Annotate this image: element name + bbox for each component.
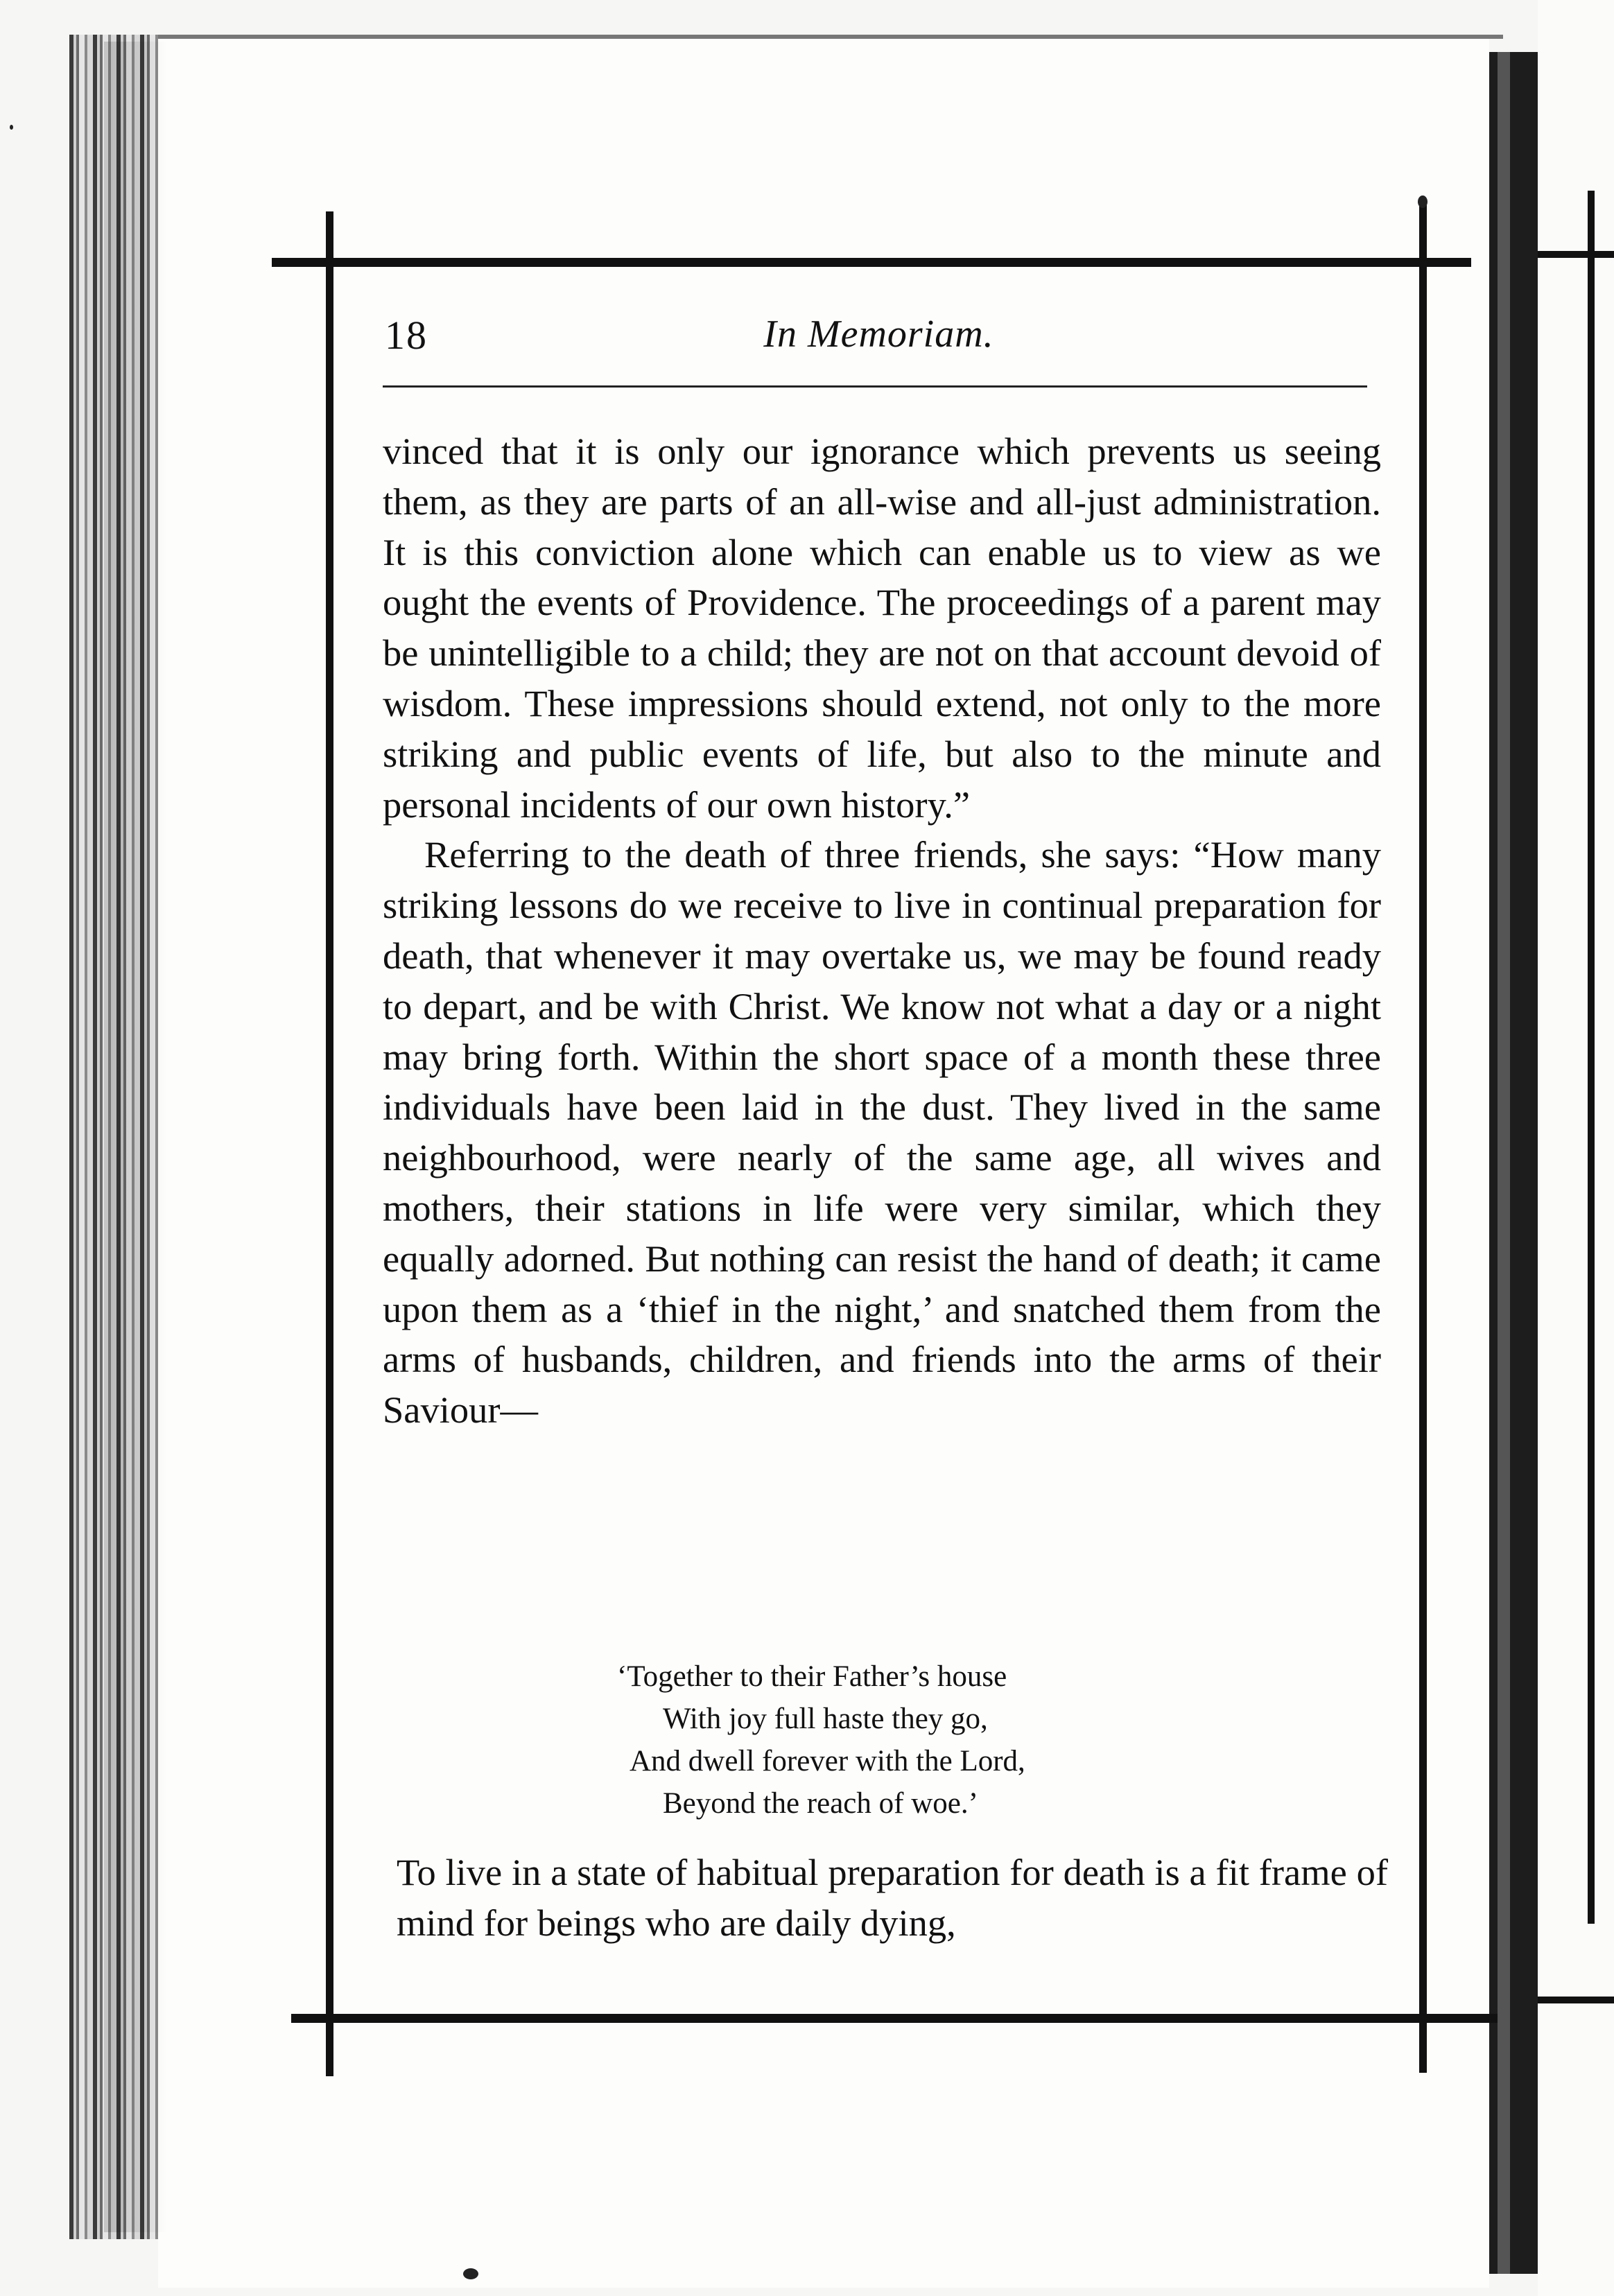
page-number: 18: [385, 313, 428, 358]
facing-page-border-vertical: [1588, 191, 1595, 1924]
scan-speck: [463, 2268, 478, 2279]
paragraph: Referring to the death of three friends, she says: “How many striking lessons do we receive to live in continual preparation for death, that whenever it may overtake us, we may be found ready to depart, and be with Christ. We know not what a day or a night may bring forth. Within the short space of a month these three individuals have been laid in the dust. They lived in the same neighbourhood, were nearly of the same age, all wives and mothers, their stations in life were very similar, which they equally adorned. But nothing can resist the hand of death; it came upon them as a ‘thief in the night,’ and snatched them from the arms of husbands, children, and friends into the arms of their Saviour—: [383, 833, 1381, 1432]
frame-left-rule: [326, 211, 333, 2076]
verse-line: And dwell forever with the Lord,: [630, 1745, 1025, 1777]
paragraph: To live in a state of habitual preparation for death is a fit frame of mind for beings who are daily dying,: [397, 1851, 1388, 1944]
closing-text: [397, 1847, 1388, 1948]
verse-line: Beyond the reach of woe.’: [663, 1787, 978, 1820]
quoted-verse: [617, 1655, 1172, 1825]
scan-speck: [1418, 195, 1428, 208]
frame-top-rule: [272, 258, 1471, 267]
main-text: [383, 426, 1381, 1436]
header-rule: [383, 385, 1367, 388]
page-header: [385, 312, 1373, 374]
page-edge-shadow: [104, 42, 166, 2232]
paragraph: vinced that it is only our ignorance which prevents us seeing them, as they are parts of an all-wise and all-just administration. It is this conviction alone which can enable us to view as we ought the events of Providence. The proceedings of a parent may be unintelligible to a child; they are not on that account devoid of wisdom. These impressions should extend, not only to the more striking and public events of life, but also to the minute and personal incidents of our own history.”: [383, 430, 1381, 826]
frame-bottom-rule: [291, 2014, 1498, 2023]
book-gutter: [1489, 52, 1538, 2274]
page-top-edge: [158, 35, 1503, 39]
verse-line: With joy full haste they go,: [663, 1703, 988, 1735]
facing-page-edge: [1538, 0, 1614, 2296]
facing-page-border-bottom: [1538, 1997, 1614, 2003]
verse-line: ‘Together to their Father’s house: [617, 1660, 1007, 1693]
frame-right-rule: [1419, 201, 1427, 2073]
running-title: In Memoriam.: [763, 313, 994, 356]
scan-speck: [10, 125, 13, 130]
book-gutter-shade: [1498, 52, 1510, 2274]
facing-page-border-top: [1538, 251, 1614, 258]
